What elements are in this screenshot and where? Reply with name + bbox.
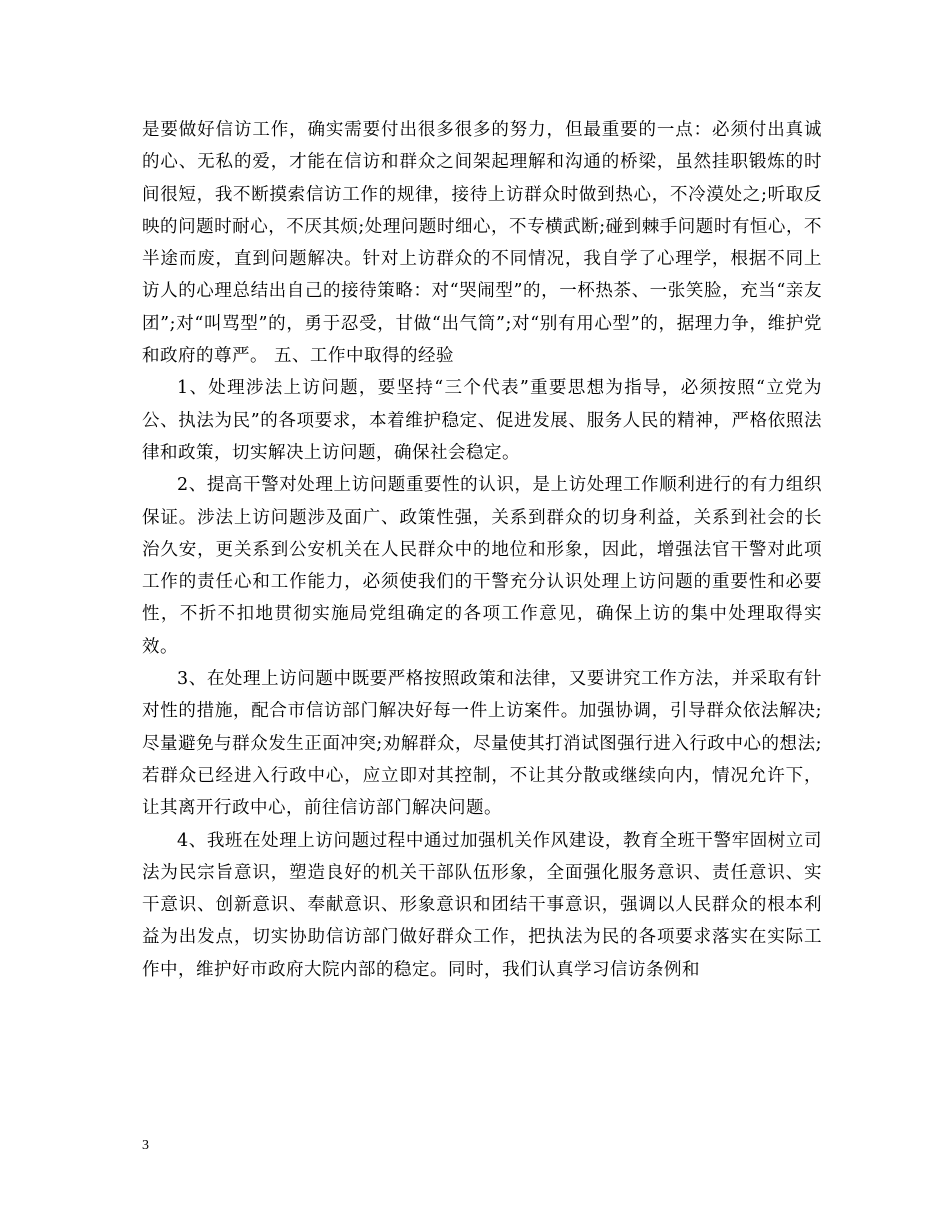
paragraph-item-3: 3、在处理上访问题中既要严格按照政策和法律，又要讲究工作方法，并采取有针对性的措施，配合市信访部门解决好每一件上访案件。加强协调，引导群众依法解决;尽量避免与群众发生正面冲突;劝解群众，尽量使其打消试图强行进入行政中心的想法;若群众已经进入行政中心，应立即对其控制，不让其分散或继续向内，情况允许下，让其离开行政中心，前往信访部门解决问题。 <box>142 669 822 819</box>
page-number: 3 <box>142 1138 149 1153</box>
paragraph-item-1: 1、处理涉法上访问题，要坚持“三个代表”重要思想为指导，必须按照“立党为公、执法为民”的各项要求，本着维护稳定、促进发展、服务人民的精神，严格依照法律和政策，切实解决上访问题，确保社会稳定。 <box>142 378 822 463</box>
paragraph-item-2: 2、提高干警对处理上访问题重要性的认识，是上访处理工作顺利进行的有力组织保证。涉法上访问题涉及面广、政策性强，关系到群众的切身利益，关系到社会的长治久安，更关系到公安机关在人民群众中的地位和形象，因此，增强法官干警对此项工作的责任心和工作能力，必须使我们的干警充分认识处理上访问题的重要性和必要性，不折不扣地贯彻实施局党组确定的各项工作意见，确保上访的集中处理取得实效。 <box>142 475 822 657</box>
document-body <box>142 114 822 986</box>
paragraph-item-4: 4、我班在处理上访问题过程中通过加强机关作风建设，教育全班干警牢固树立司法为民宗旨意识，塑造良好的机关干部队伍形象，全面强化服务意识、责任意识、实干意识、创新意识、奉献意识、形象意识和团结干事意识，强调以人民群众的根本利益为出发点，切实协助信访部门做好群众工作，把执法为民的各项要求落实在实际工作中，维护好市政府大院内部的稳定。同时，我们认真学习信访条例和 <box>142 830 822 980</box>
paragraph-intro: 是要做好信访工作，确实需要付出很多很多的努力，但最重要的一点：必须付出真诚的心、无私的爱，才能在信访和群众之间架起理解和沟通的桥梁，虽然挂职锻炼的时间很短，我不断摸索信访工作的规律，接待上访群众时做到热心，不冷漠处之;听取反映的问题时耐心，不厌其烦;处理问题时细心，不专横武断;碰到棘手问题时有恒心，不半途而废，直到问题解决。针对上访群众的不同情况，我自学了心理学，根据不同上访人的心理总结出自己的接待策略：对“哭闹型”的，一杯热茶、一张笑脸，充当“亲友团”;对“叫骂型”的，勇于忍受，甘做“出气筒”;对“别有用心型”的，据理力争，维护党和政府的尊严。 五、工作中取得的经验 <box>142 120 822 367</box>
